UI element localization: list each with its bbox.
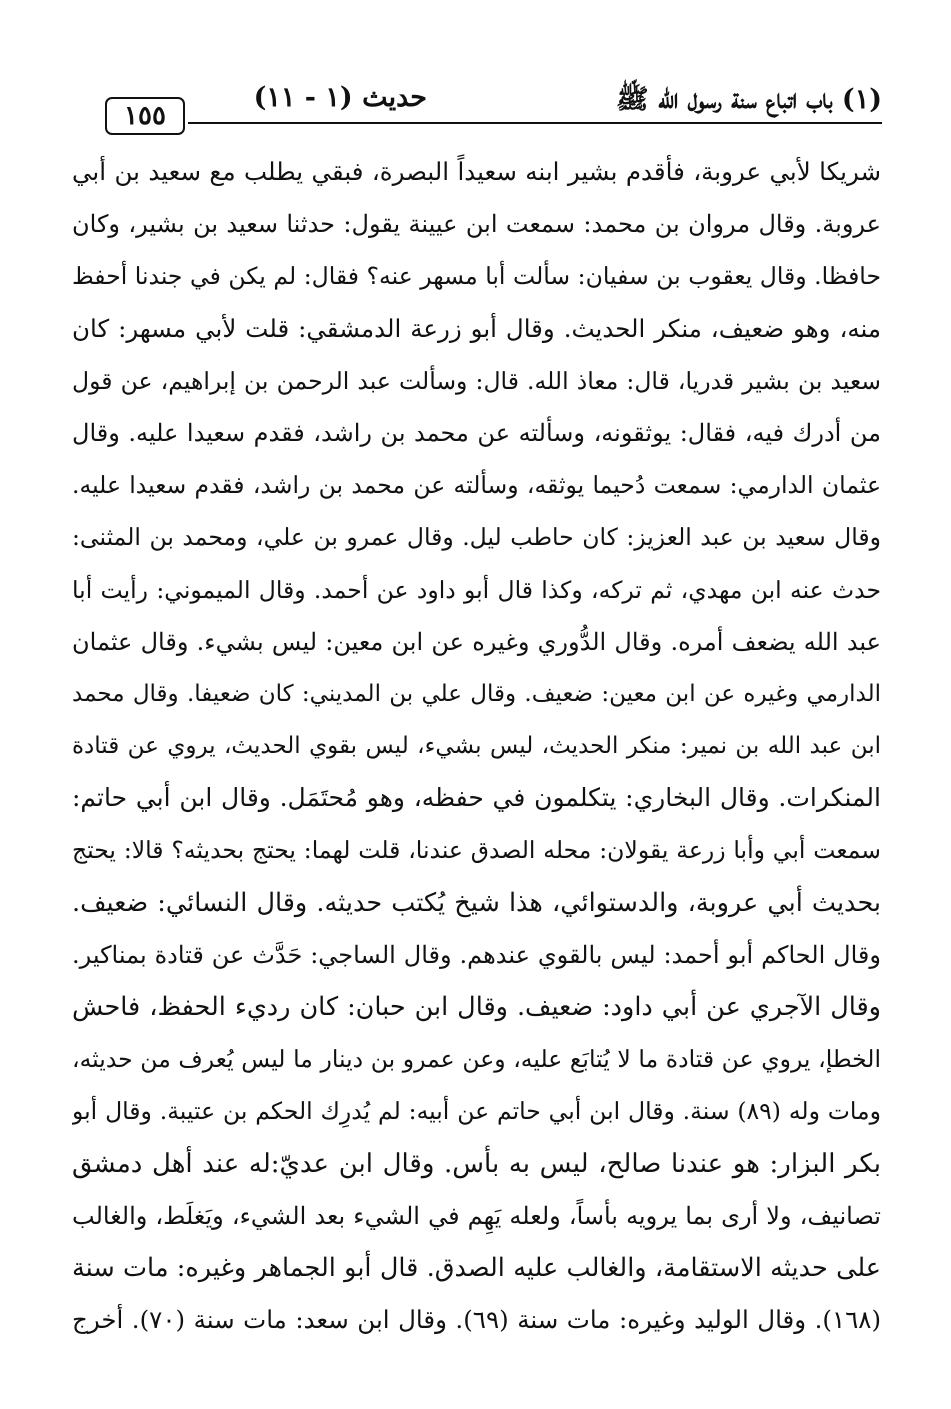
text-line: حافظا. وقال يعقوب بن سفيان: سألت أبا مسهر عنه؟ فقال: لم يكن في جندنا أحفظ bbox=[72, 262, 881, 291]
text-line: ومات وله (٨٩) سنة. وقال ابن أبي حاتم عن أبيه: لم يُدرِك الحكم بن عتيبة. وقال أبو bbox=[72, 1097, 881, 1126]
text-line: المنكرات. وقال البخاري: يتكلمون في حفظه، وهو مُحتَمَل. وقال ابن أبي حاتم: bbox=[72, 783, 881, 813]
text-line: سمعت أبي وأبا زرعة يقولان: محله الصدق عندنا، قلت لهما: يحتج بحديثه؟ قالا: يحتج bbox=[72, 836, 881, 865]
text-line: سعيد بن بشير قدريا، قال: معاذ الله. قال: وسألت عبد الرحمن بن إبراهيم، عن قول bbox=[72, 366, 881, 395]
text-line: حدث عنه ابن مهدي، ثم تركه، وكذا قال أبو داود عن أحمد. وقال الميموني: رأيت أبا bbox=[72, 575, 881, 604]
text-line: (١٦٨). وقال الوليد وغيره: مات سنة (٦٩). وقال ابن سعد: مات سنة (٧٠). أخرج bbox=[72, 1305, 881, 1335]
text-line: وقال الآجري عن أبي داود: ضعيف. وقال ابن حبان: كان رديء الحفظ، فاحش bbox=[72, 992, 881, 1022]
text-line: عثمان الدارمي: سمعت دُحيما يوثقه، وسألته عن محمد بن راشد، فقدم سعيدا عليه. bbox=[72, 471, 881, 500]
text-line: وقال سعيد بن عبد العزيز: كان حاطب ليل. وقال عمرو بن علي، ومحمد بن المثنى: bbox=[72, 523, 881, 552]
page-number-box bbox=[105, 97, 185, 135]
chapter-title: (١) باب اتباع سنة رسول الله ﷺ bbox=[616, 84, 882, 115]
text-line: بكر البزار: هو عندنا صالح، ليس به بأس. وقال ابن عديّ:له عند أهل دمشق bbox=[72, 1148, 881, 1179]
text-line: عبد الله يضعف أمره. وقال الدُّوري وغيره عن ابن معين: ليس بشيء. وقال عثمان bbox=[72, 627, 881, 656]
text-line: شريكا لأبي عروبة، فأقدم بشير ابنه سعيداً البصرة، فبقي يطلب مع سعيد بن أبي bbox=[72, 157, 881, 186]
page-number: ١٥٥ bbox=[124, 101, 166, 131]
text-line: عروبة. وقال مروان بن محمد: سمعت ابن عيينة يقول: حدثنا سعيد بن بشير، وكان bbox=[72, 210, 881, 239]
text-line: بحديث أبي عروبة، والدستوائي، هذا شيخ يُكتب حديثه. وقال النسائي: ضعيف. bbox=[72, 887, 881, 918]
header-rule bbox=[188, 122, 882, 124]
text-line: الخطإ، يروي عن قتادة ما لا يُتابَع عليه، وعن عمرو بن دينار ما ليس يُعرف من حديثه، bbox=[72, 1045, 881, 1074]
text-line: على حديثه الاستقامة، والغالب عليه الصدق. قال أبو الجماهر وغيره: مات سنة bbox=[72, 1252, 881, 1283]
running-header bbox=[92, 78, 882, 122]
text-line: منه، وهو ضعيف، منكر الحديث. وقال أبو زرعة الدمشقي: قلت لأبي مسهر: كان bbox=[72, 313, 881, 343]
text-line: وقال الحاكم أبو أحمد: ليس بالقوي عندهم. وقال الساجي: حَدَّث عن قتادة بمناكير. bbox=[72, 940, 881, 969]
text-line: من أدرك فيه، فقال: يوثقونه، وسألته عن محمد بن راشد، فقدم سعيدا عليه. وقال bbox=[72, 418, 881, 447]
body-text bbox=[72, 146, 881, 1346]
hadith-range: حديث (١ - ١١) bbox=[253, 82, 427, 113]
text-line: تصانيف، ولا أرى بما يرويه بأساً، ولعله يَهِم في الشيء بعد الشيء، ويَغلَط، والغالب bbox=[72, 1201, 881, 1230]
text-line: الدارمي وغيره عن ابن معين: ضعيف. وقال علي بن المديني: كان ضعيفا. وقال محمد bbox=[72, 680, 881, 707]
text-line: ابن عبد الله بن نمير: منكر الحديث، ليس بشيء، ليس بقوي الحديث، يروي عن قتادة bbox=[72, 733, 881, 760]
